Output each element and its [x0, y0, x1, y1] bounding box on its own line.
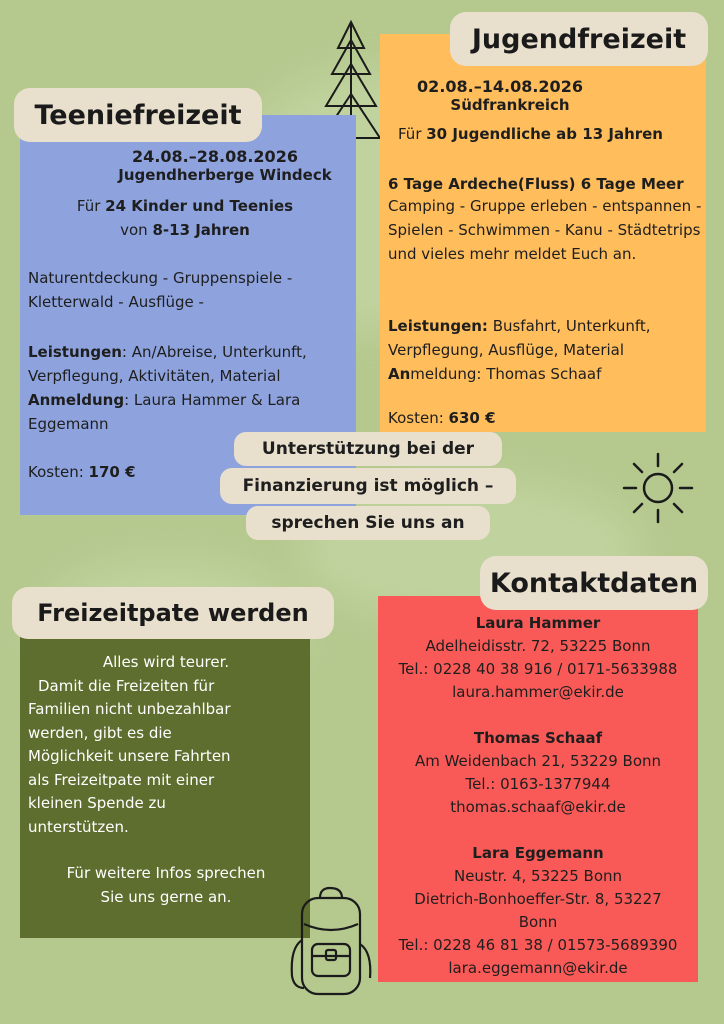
- contact-address-2: Dietrich-Bonhoeffer-Str. 8, 53227: [414, 890, 662, 908]
- teenie-audience: [20, 194, 350, 242]
- teenie-audience-pre: Für: [76, 197, 106, 215]
- teenie-audience-mid: von: [120, 221, 153, 239]
- teenie-audience-age: 8-13 Jahren: [152, 221, 250, 239]
- teenie-leistungen-label: Leistungen: [28, 343, 122, 361]
- backpack-icon: [282, 884, 378, 1004]
- teenie-audience-count: 24 Kinder und Teenies: [105, 197, 294, 215]
- pate-line: als Freizeitpate mit einer: [28, 770, 215, 789]
- teenie-title: Teeniefreizeit: [14, 88, 262, 142]
- teenie-kosten-value: 170 €: [88, 463, 136, 481]
- pate-line: kleinen Spende zu: [28, 794, 166, 812]
- pate-title: Freizeitpate werden: [12, 587, 334, 639]
- teenie-anmeldung-label: Anmeldung: [28, 391, 125, 409]
- support-line-1: Unterstützung bei der: [234, 432, 502, 466]
- contact-address: Am Weidenbach 21, 53229 Bonn: [414, 752, 662, 770]
- jugend-kosten: [388, 406, 688, 430]
- pate-line: Möglichkeit unsere Fahrten: [28, 747, 231, 765]
- jugend-place: Südfrankreich: [450, 96, 570, 114]
- teenie-dates: 24.08.–28.08.2026: [132, 147, 298, 166]
- support-line-3: sprechen Sie uns an: [246, 506, 490, 540]
- contact-phone: Tel.: 0228 46 81 38 / 01573-5689390: [398, 936, 678, 954]
- jugend-leistungen: [388, 314, 700, 362]
- contact-lara: [380, 842, 696, 980]
- contact-laura: [380, 612, 696, 704]
- contact-email[interactable]: lara.eggemann@ekir.de: [448, 959, 628, 977]
- pate-line: Familien nicht unbezahlbar: [28, 700, 231, 718]
- pate-line: werden, gibt es die: [28, 723, 172, 742]
- jugend-kosten-value: 630 €: [448, 409, 496, 427]
- contact-email[interactable]: laura.hammer@ekir.de: [452, 683, 624, 701]
- pate-line: Alles wird teurer.: [102, 653, 230, 671]
- contact-name: Thomas Schaaf: [473, 729, 603, 747]
- pate-line: Für weitere Infos sprechen: [66, 864, 266, 882]
- contact-name: Lara Eggemann: [472, 844, 604, 862]
- jugend-anmeldung-text: : Thomas Schaaf: [476, 365, 602, 383]
- jugend-dates: 02.08.–14.08.2026: [417, 77, 583, 96]
- kontakt-title: Kontaktdaten: [480, 556, 708, 610]
- support-line-2: Finanzierung ist möglich –: [220, 468, 516, 504]
- jugend-title: Jugendfreizeit: [450, 12, 708, 66]
- contact-email[interactable]: thomas.schaaf@ekir.de: [450, 798, 626, 816]
- teenie-place: Jugendherberge Windeck: [118, 166, 332, 184]
- jugend-audience-count: 30 Jugendliche ab 13 Jahren: [426, 125, 663, 143]
- jugend-activities: Camping - Gruppe erleben - entspannen - Spielen - Schwimmen - Kanu - Städtetrips und vieles mehr meldet Euch an.: [388, 197, 702, 263]
- contact-city: Bonn: [518, 913, 558, 931]
- teenie-leistungen: [28, 340, 358, 388]
- jugend-anmeldung: [388, 362, 700, 386]
- contact-name: Laura Hammer: [475, 614, 601, 632]
- contact-phone: Tel.: 0163-1377944: [465, 775, 611, 793]
- pate-line: Sie uns gerne an.: [100, 887, 232, 906]
- jugend-highlight: 6 Tage Ardeche(Fluss) 6 Tage Meer: [388, 175, 684, 193]
- teenie-kosten-label: Kosten:: [28, 463, 89, 481]
- kontakt-text: [380, 612, 696, 980]
- contact-address: Adelheidisstr. 72, 53225 Bonn: [425, 637, 651, 655]
- jugend-anmeldung-label-b: meldung: [410, 365, 477, 383]
- jugend-leistungen-text: Busfahrt, Unterkunft, Verpflegung, Ausflüge, Material: [388, 317, 651, 359]
- sun-icon: [620, 450, 696, 526]
- support-box: [220, 432, 516, 542]
- contact-thomas: [380, 727, 696, 819]
- teenie-anmeldung: [28, 388, 348, 436]
- jugend-audience-pre: Für: [398, 125, 427, 143]
- pate-text: [28, 651, 304, 909]
- teenie-leistungen-text: : An/Abreise, Unterkunft, Verpflegung, Aktivitäten, Material: [28, 343, 307, 385]
- contact-address: Neustr. 4, 53225 Bonn: [453, 867, 623, 885]
- pate-line: Damit die Freizeiten für: [38, 676, 215, 695]
- jugend-anmeldung-label-a: An: [388, 365, 411, 383]
- contact-phone: Tel.: 0228 40 38 916 / 0171-5633988: [398, 660, 678, 678]
- pate-line: unterstützen.: [28, 817, 129, 836]
- jugend-audience: [398, 122, 698, 146]
- jugend-kosten-label: Kosten:: [388, 409, 449, 427]
- teenie-anmeldung-text: : Laura Hammer & Lara Eggemann: [28, 391, 301, 433]
- jugend-leistungen-label: Leistungen:: [388, 317, 488, 335]
- teenie-activities: Naturentdeckung - Gruppenspiele - Kletterwald - Ausflüge -: [28, 269, 293, 311]
